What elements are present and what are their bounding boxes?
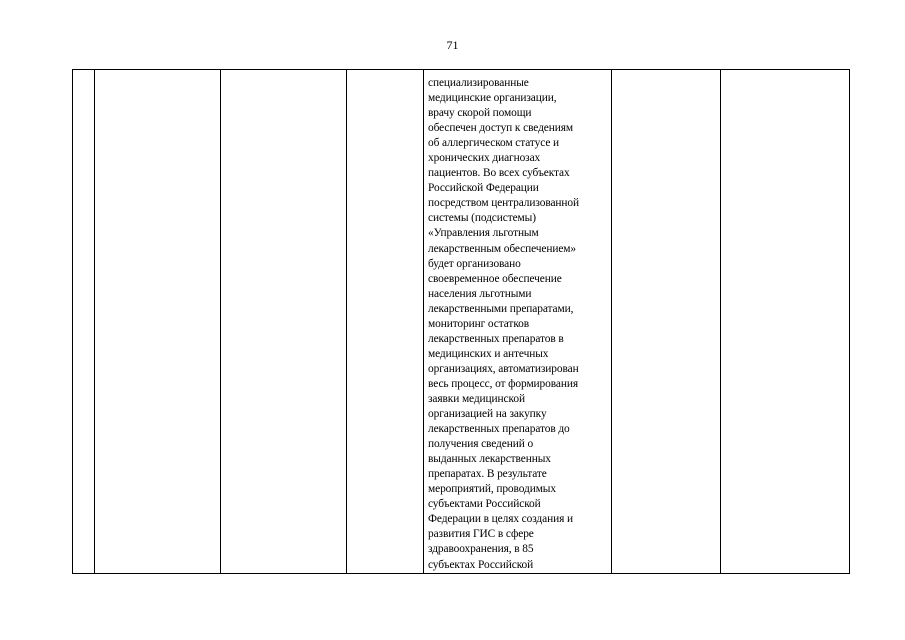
table-cell-col7 bbox=[721, 70, 850, 574]
table-cell-col2 bbox=[95, 70, 221, 574]
table-cell-col1 bbox=[73, 70, 95, 574]
cell-text-col5: специализированные медицинские организации, врачу скорой помощи обеспечен доступ к сведениям об аллергическом статусе и хронических диагнозах пациентов. Во всех субъектах Российской Федерации посредством централизованной системы (подсистемы) «Управления льготным лекарственным обеспечением» будет организовано своевременное обеспечение населения льготными лекарственными препаратами, мониторинг остатков лекарственных препаратов в медицинских и антечных организациях, автоматизирован весь процесс, от формирования заявки медицинской организацией на закупку лекарственных препаратов до получения сведений о выданных лекарственных препаратах. В результате мероприятий, проводимых субъектами Российской Федерации в целях создания и развития ГИС в сфере здравоохранения, в 85 субъектах Российской bbox=[428, 77, 579, 571]
table-cell-col3 bbox=[221, 70, 347, 574]
table-cell-col4 bbox=[347, 70, 424, 574]
table-row bbox=[73, 70, 850, 574]
table-cell-col5 bbox=[424, 70, 612, 574]
table-cell-col6 bbox=[612, 70, 721, 574]
document-table bbox=[72, 69, 850, 574]
page-number: 71 bbox=[446, 38, 459, 52]
